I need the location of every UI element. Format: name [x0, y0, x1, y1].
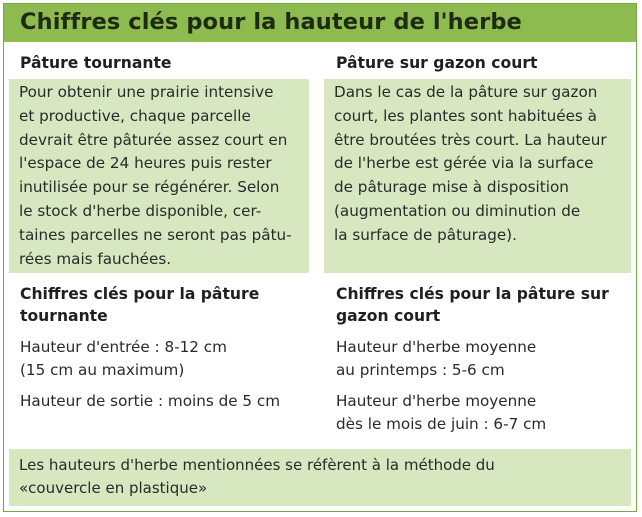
right-keyfigures-heading: Chiffres clés pour la pâture sur gazon court	[336, 285, 609, 325]
left-figure-1: Hauteur d'entrée : 8-12 cm (15 cm au maximum)	[20, 338, 227, 379]
right-figure-2: Hauteur d'herbe moyenne dès le mois de juin : 6-7 cm	[336, 392, 547, 433]
page-title: Chiffres clés pour la hauteur de l'herbe	[20, 9, 522, 35]
right-text-panel	[324, 79, 631, 273]
left-heading: Pâture tournante	[20, 54, 172, 72]
left-text-panel	[9, 79, 309, 273]
left-text: Pour obtenir une prairie intensive et productive, chaque parcelle devrait être pâturée assez court en l'espace de 24 heures puis rester inutilisée pour se régénérer. Selon le stock d'herbe disponible, cer- taines parcelles ne seront pas pâtu- rées mais fauchées.	[19, 83, 292, 268]
left-keyfigures-heading: Chiffres clés pour la pâture tournante	[20, 285, 260, 325]
title-band	[4, 4, 636, 42]
right-text: Dans le cas de la pâture sur gazon court, les plantes sont habituées à être broutées très court. La hauteur de l'herbe est gérée via la surface de pâturage mise à disposition (augmentation ou diminution de la surface de pâturage).	[334, 83, 607, 244]
footnote-panel	[9, 449, 631, 506]
left-figure-2: Hauteur de sortie : moins de 5 cm	[20, 392, 281, 410]
right-figure-1: Hauteur d'herbe moyenne au printemps : 5-6 cm	[336, 338, 537, 379]
right-heading: Pâture sur gazon court	[336, 54, 538, 72]
key-figures-box	[3, 3, 637, 512]
footnote: Les hauteurs d'herbe mentionnées se réfèrent à la méthode du «couvercle en plastique»	[19, 456, 495, 497]
